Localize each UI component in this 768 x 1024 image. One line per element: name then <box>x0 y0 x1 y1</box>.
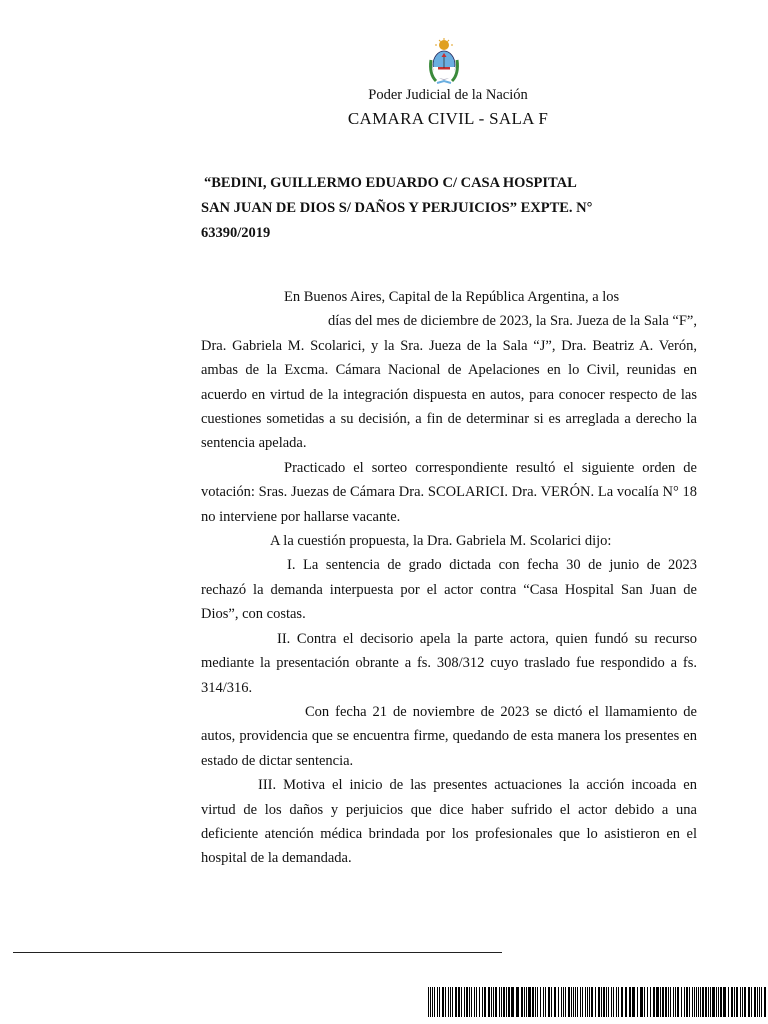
paragraph-autos: Con fecha 21 de noviembre de 2023 se dictó el llamamiento de autos, providencia que se encuentra firme, quedando de esta manera los presentes en estado de dictar sentencia. <box>201 703 697 769</box>
coat-of-arms-icon <box>426 38 462 86</box>
barcode-icon <box>428 987 768 1017</box>
paragraph-opening-line: En Buenos Aires, Capital de la República Argentina, a los <box>284 289 620 305</box>
footnote-divider <box>13 952 502 953</box>
paragraph-opening: días del mes de diciembre de 2023, la Sra. Jueza de la Sala “F”, Dra. Gabriela M. Scolarici, y la Sra. Jueza de la Sala “J”, Dra. Beatriz A. Verón, ambas de la Excma. Cámara Nacional de Apelaciones en lo Civil, reunidas en acuerdo en virtud de la integración dispuesta en autos, para conocer respecto de las cuestiones sometidas a su decisión, a fin de determinar si es arreglada a derecho la sentencia apelada. <box>201 313 697 452</box>
paragraph-draw: Practicado el sorteo correspondiente resultó el siguiente orden de votación: Sras. Juezas de Cámara Dra. SCOLARICI. Dra. VERÓN. La vocalía N° 18 no interviene por hallarse vacante. <box>201 459 697 525</box>
paragraph-section-ii: II. Contra el decisorio apela la parte actora, quien fundó su recurso mediante la presentación obrante a fs. 308/312 cuyo traslado fue respondido a fs. 314/316. <box>201 630 697 696</box>
case-title-line: “BEDINI, GUILLERMO EDUARDO C/ CASA HOSPITAL <box>204 175 577 191</box>
chamber-name: CAMARA CIVIL - SALA F <box>347 109 549 128</box>
case-title <box>201 171 701 246</box>
document-body <box>201 285 697 871</box>
court-name: Poder Judicial de la Nación <box>368 87 528 103</box>
case-title-line: 63390/2019 <box>201 225 271 241</box>
paragraph-question: A la cuestión propuesta, la Dra. Gabriela M. Scolarici dijo: <box>270 533 612 550</box>
paragraph-section-i: I. La sentencia de grado dictada con fecha 30 de junio de 2023 rechazó la demanda interpuesta por el actor contra “Casa Hospital San Juan de Dios”, con costas. <box>201 557 697 623</box>
case-title-line: SAN JUAN DE DIOS S/ DAÑOS Y PERJUICIOS” EXPTE. N° <box>201 200 593 216</box>
paragraph-section-iii: III. Motiva el inicio de las presentes actuaciones la acción incoada en virtud de los daños y perjuicios que dice haber sufrido el actor debido a una deficiente atención médica brindada por los profesionales que lo asistieron en el hospital de la demandada. <box>201 777 697 867</box>
